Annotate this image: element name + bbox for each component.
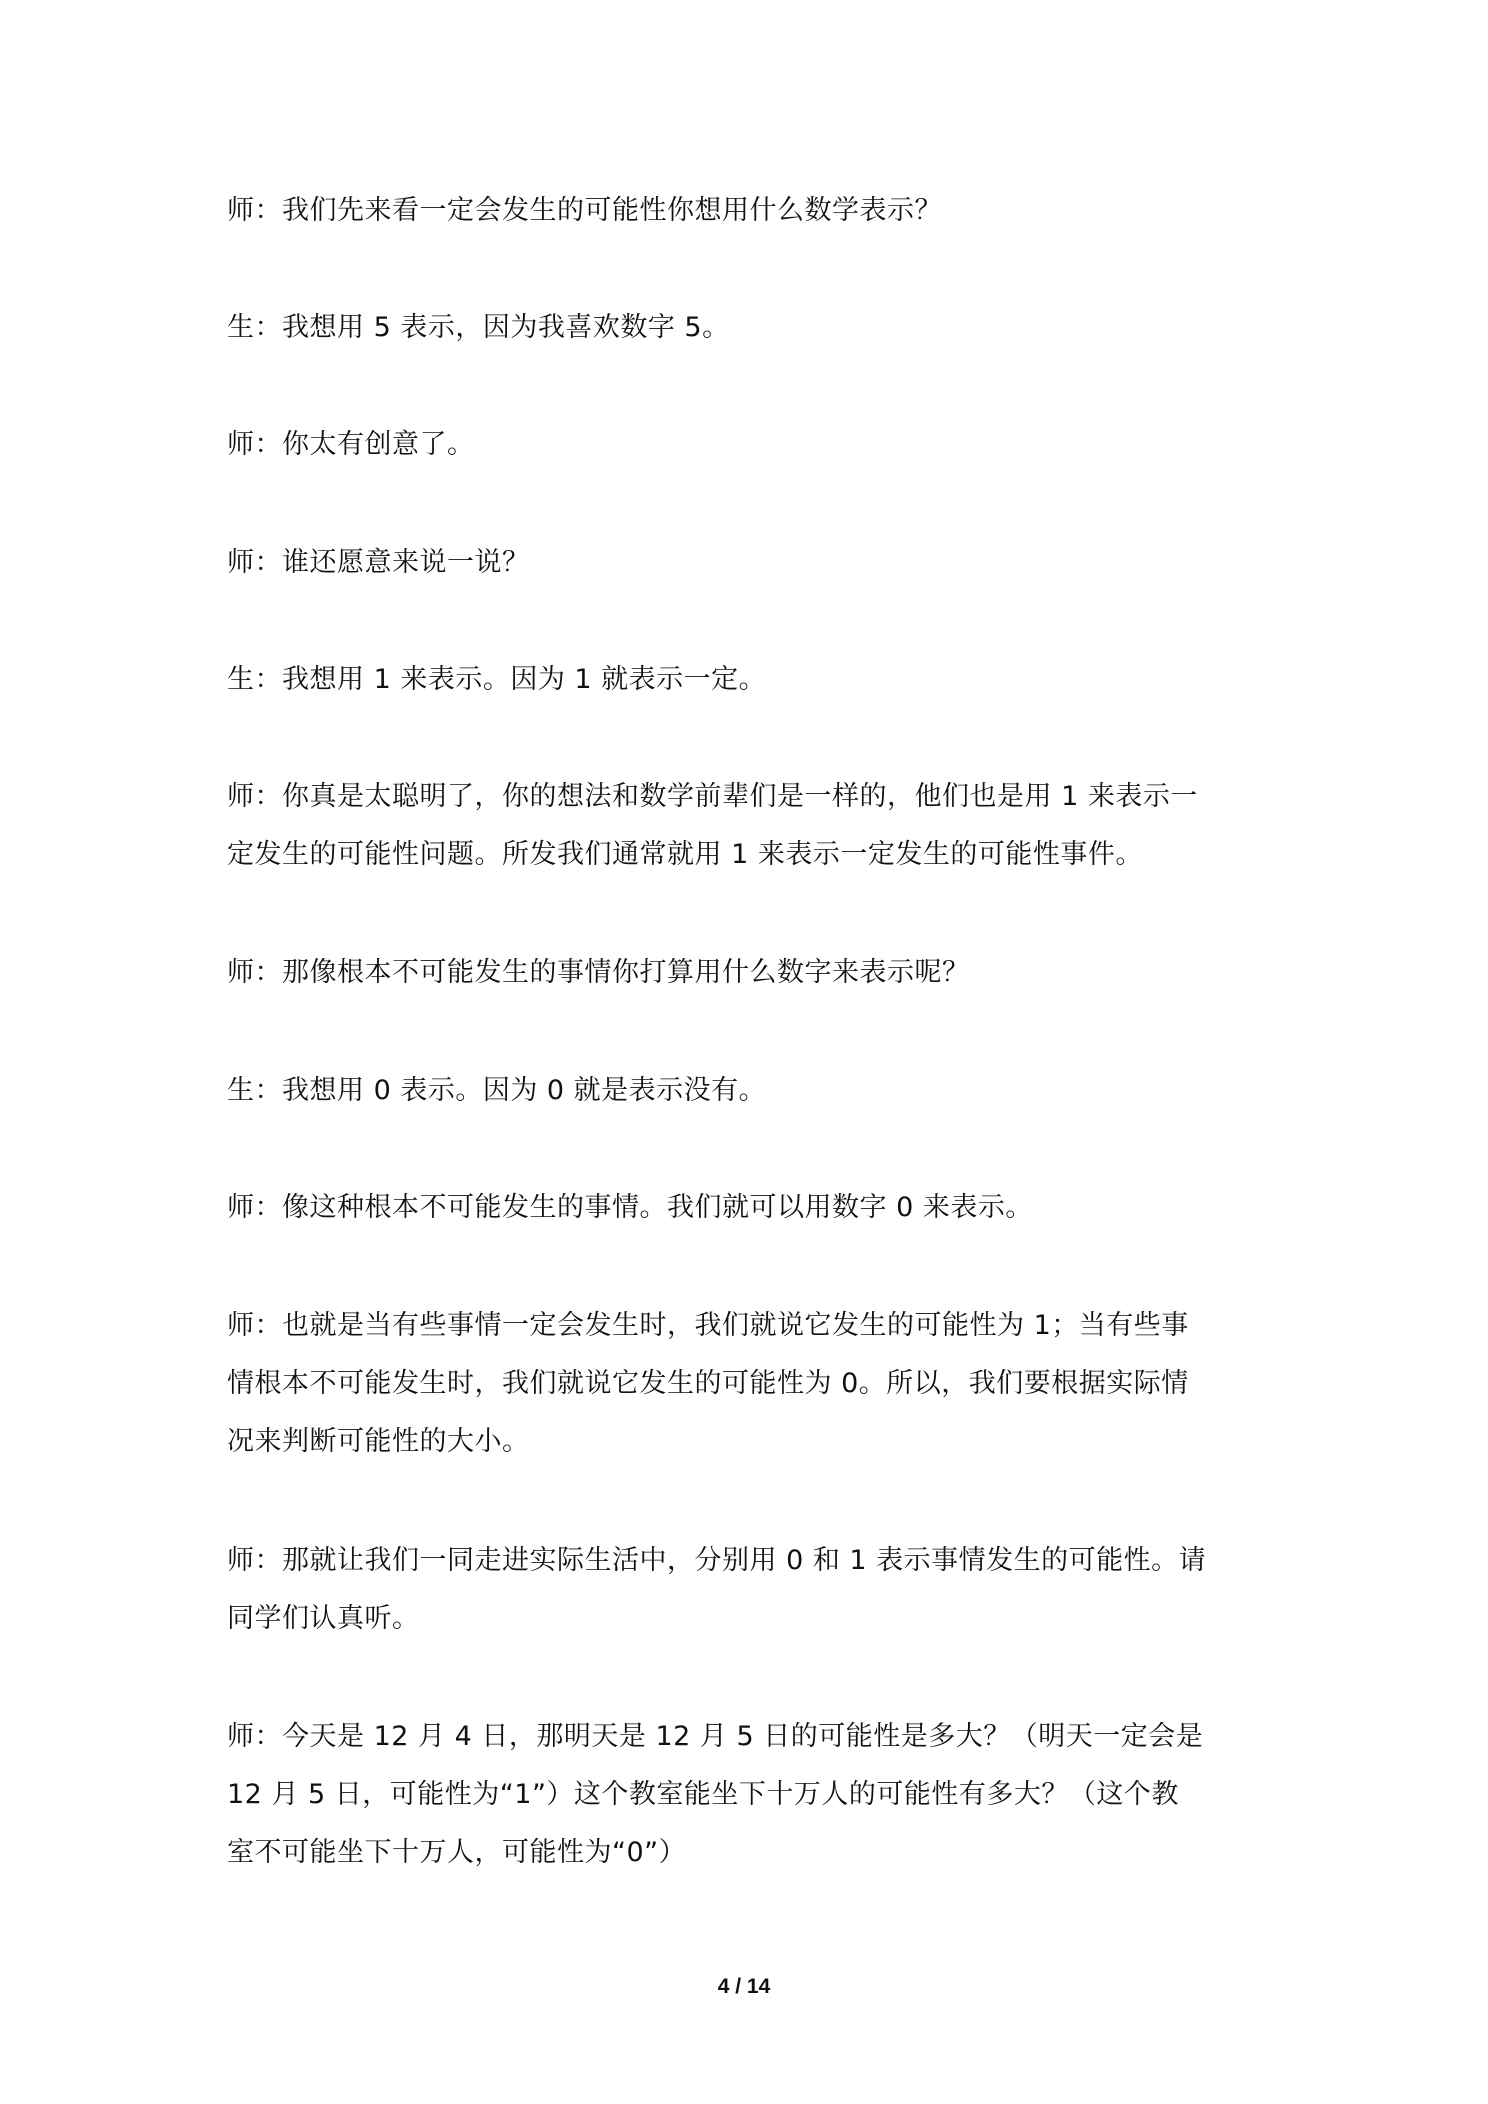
page-number: 4 / 14 <box>717 1975 771 1998</box>
paragraph <box>227 768 1267 884</box>
text-line: 师：你太有创意了。 <box>227 429 475 460</box>
text-line: 情根本不可能发生时，我们就说它发生的可能性为 0。所以，我们要根据实际情 <box>227 1368 1189 1399</box>
text-line: 师：像这种根本不可能发生的事情。我们就可以用数字 0 来表示。 <box>227 1192 1033 1223</box>
text-line: 况来判断可能性的大小。 <box>227 1426 530 1457</box>
paragraph <box>227 416 1267 474</box>
paragraph <box>227 651 1267 709</box>
paragraph <box>227 1062 1267 1120</box>
paragraph <box>227 534 1267 592</box>
paragraph <box>227 1179 1267 1237</box>
text-line: 生：我想用 0 表示。因为 0 就是表示没有。 <box>227 1075 767 1106</box>
text-line: 师：那就让我们一同走进实际生活中，分别用 0 和 1 表示事情发生的可能性。请 <box>227 1545 1207 1576</box>
text-line: 定发生的可能性问题。所发我们通常就用 1 来表示一定发生的可能性事件。 <box>227 839 1143 870</box>
paragraph <box>227 1297 1267 1471</box>
text-line: 室不可能坐下十万人，可能性为“0”） <box>227 1837 687 1868</box>
text-line: 师：你真是太聪明了，你的想法和数学前辈们是一样的，他们也是用 1 来表示一 <box>227 781 1198 812</box>
paragraph <box>227 1532 1267 1648</box>
paragraph <box>227 299 1267 357</box>
paragraph <box>227 182 1267 240</box>
text-line: 12 月 5 日，可能性为“1”）这个教室能坐下十万人的可能性有多大？（这个教 <box>227 1779 1179 1810</box>
paragraph <box>227 1708 1267 1882</box>
text-line: 师：也就是当有些事情一定会发生时，我们就说它发生的可能性为 1；当有些事 <box>227 1310 1189 1341</box>
paragraph <box>227 944 1267 1002</box>
text-line: 师：那像根本不可能发生的事情你打算用什么数字来表示呢？ <box>227 957 970 988</box>
text-line: 师：今天是 12 月 4 日，那明天是 12 月 5 日的可能性是多大？（明天一定会是 <box>227 1721 1204 1752</box>
text-line: 师：我们先来看一定会发生的可能性你想用什么数学表示？ <box>227 195 942 226</box>
text-line: 同学们认真听。 <box>227 1603 420 1634</box>
text-line: 生：我想用 5 表示，因为我喜欢数字 5。 <box>227 312 730 343</box>
text-line: 师：谁还愿意来说一说？ <box>227 547 530 578</box>
text-line: 生：我想用 1 来表示。因为 1 就表示一定。 <box>227 664 767 695</box>
